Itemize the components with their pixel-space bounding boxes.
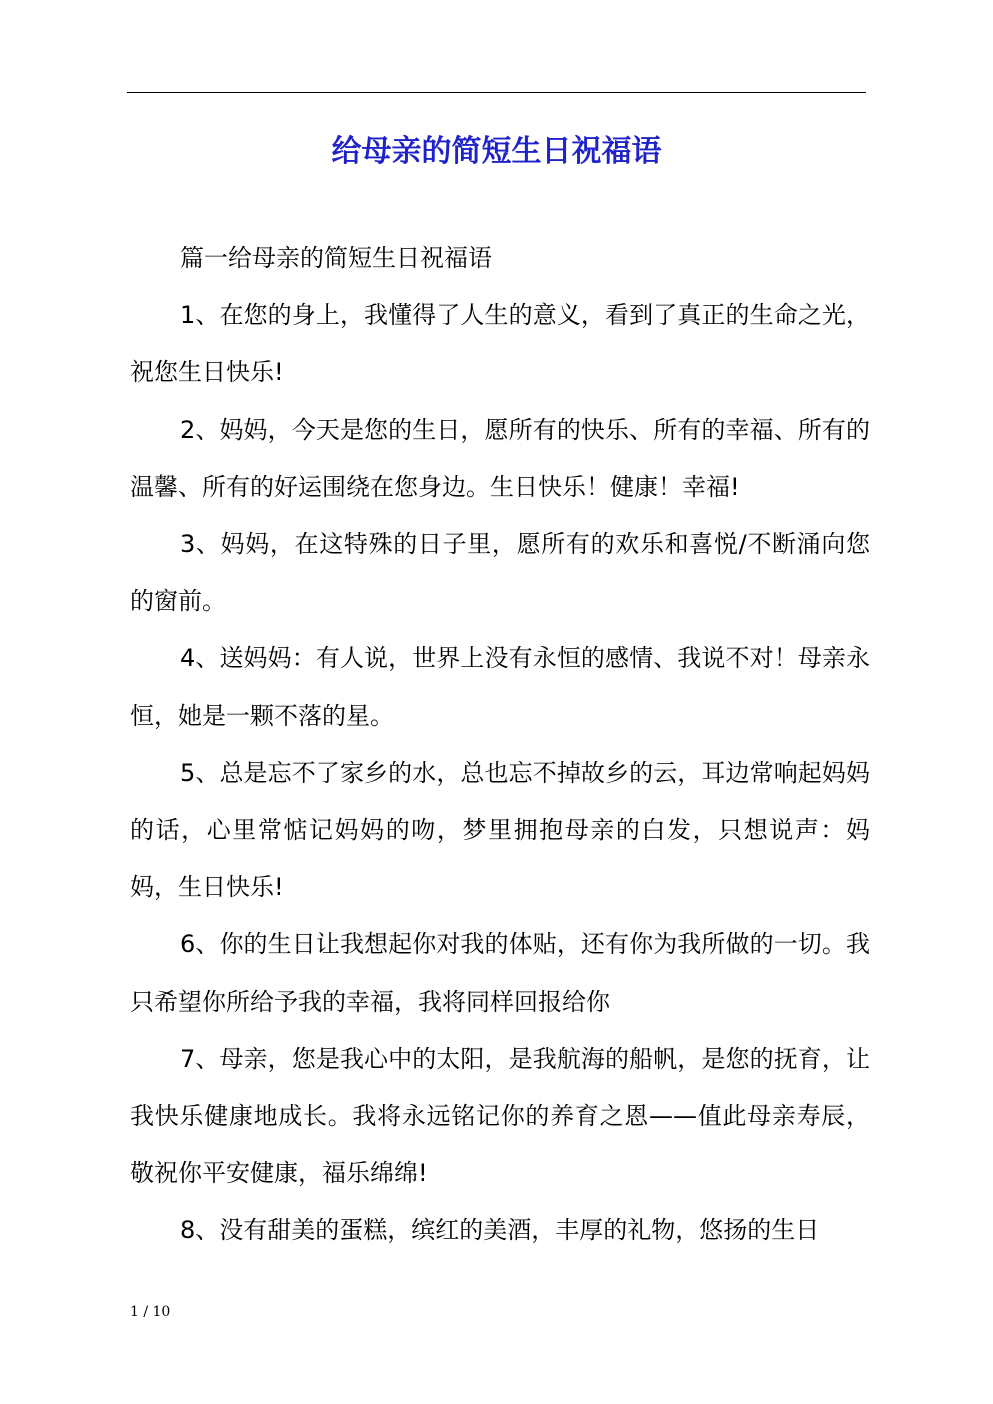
paragraph-wish-5: 5、总是忘不了家乡的水，总也忘不掉故乡的云，耳边常响起妈妈的话，心里常惦记妈妈的吻，梦里拥抱母亲的白发，只想说声：妈妈，生日快乐! bbox=[130, 758, 870, 902]
paragraph-section-heading: 篇一给母亲的简短生日祝福语 bbox=[180, 244, 492, 272]
header-rule bbox=[127, 92, 866, 93]
paragraph-wish-7: 7、母亲，您是我心中的太阳，是我航海的船帆，是您的抚育，让我快乐健康地成长。我将永远铭记你的养育之恩——值此母亲寿辰，敬祝你平安健康，福乐绵绵! bbox=[130, 1044, 870, 1188]
document-body bbox=[130, 230, 870, 1260]
paragraph-wish-6: 6、你的生日让我想起你对我的体贴，还有你为我所做的一切。我只希望你所给予我的幸福，我将同样回报给你 bbox=[130, 930, 870, 1016]
paragraph-wish-1: 1、在您的身上，我懂得了人生的意义，看到了真正的生命之光，祝您生日快乐! bbox=[130, 301, 870, 387]
paragraph-wish-4: 4、送妈妈：有人说，世界上没有永恒的感情、我说不对！母亲永恒，她是一颗不落的星。 bbox=[130, 644, 870, 730]
document-title: 给母亲的简短生日祝福语 bbox=[331, 134, 662, 169]
paragraph-wish-3: 3、妈妈，在这特殊的日子里，愿所有的欢乐和喜悦/不断涌向您的窗前。 bbox=[130, 530, 870, 616]
paragraph-wish-8: 8、没有甜美的蛋糕，缤红的美酒，丰厚的礼物，悠扬的生日 bbox=[180, 1216, 820, 1245]
page-indicator: 1 / 10 bbox=[130, 1304, 171, 1320]
paragraph-wish-2: 2、妈妈，今天是您的生日，愿所有的快乐、所有的幸福、所有的温馨、所有的好运围绕在您身边。生日快乐！健康！幸福! bbox=[130, 415, 870, 501]
